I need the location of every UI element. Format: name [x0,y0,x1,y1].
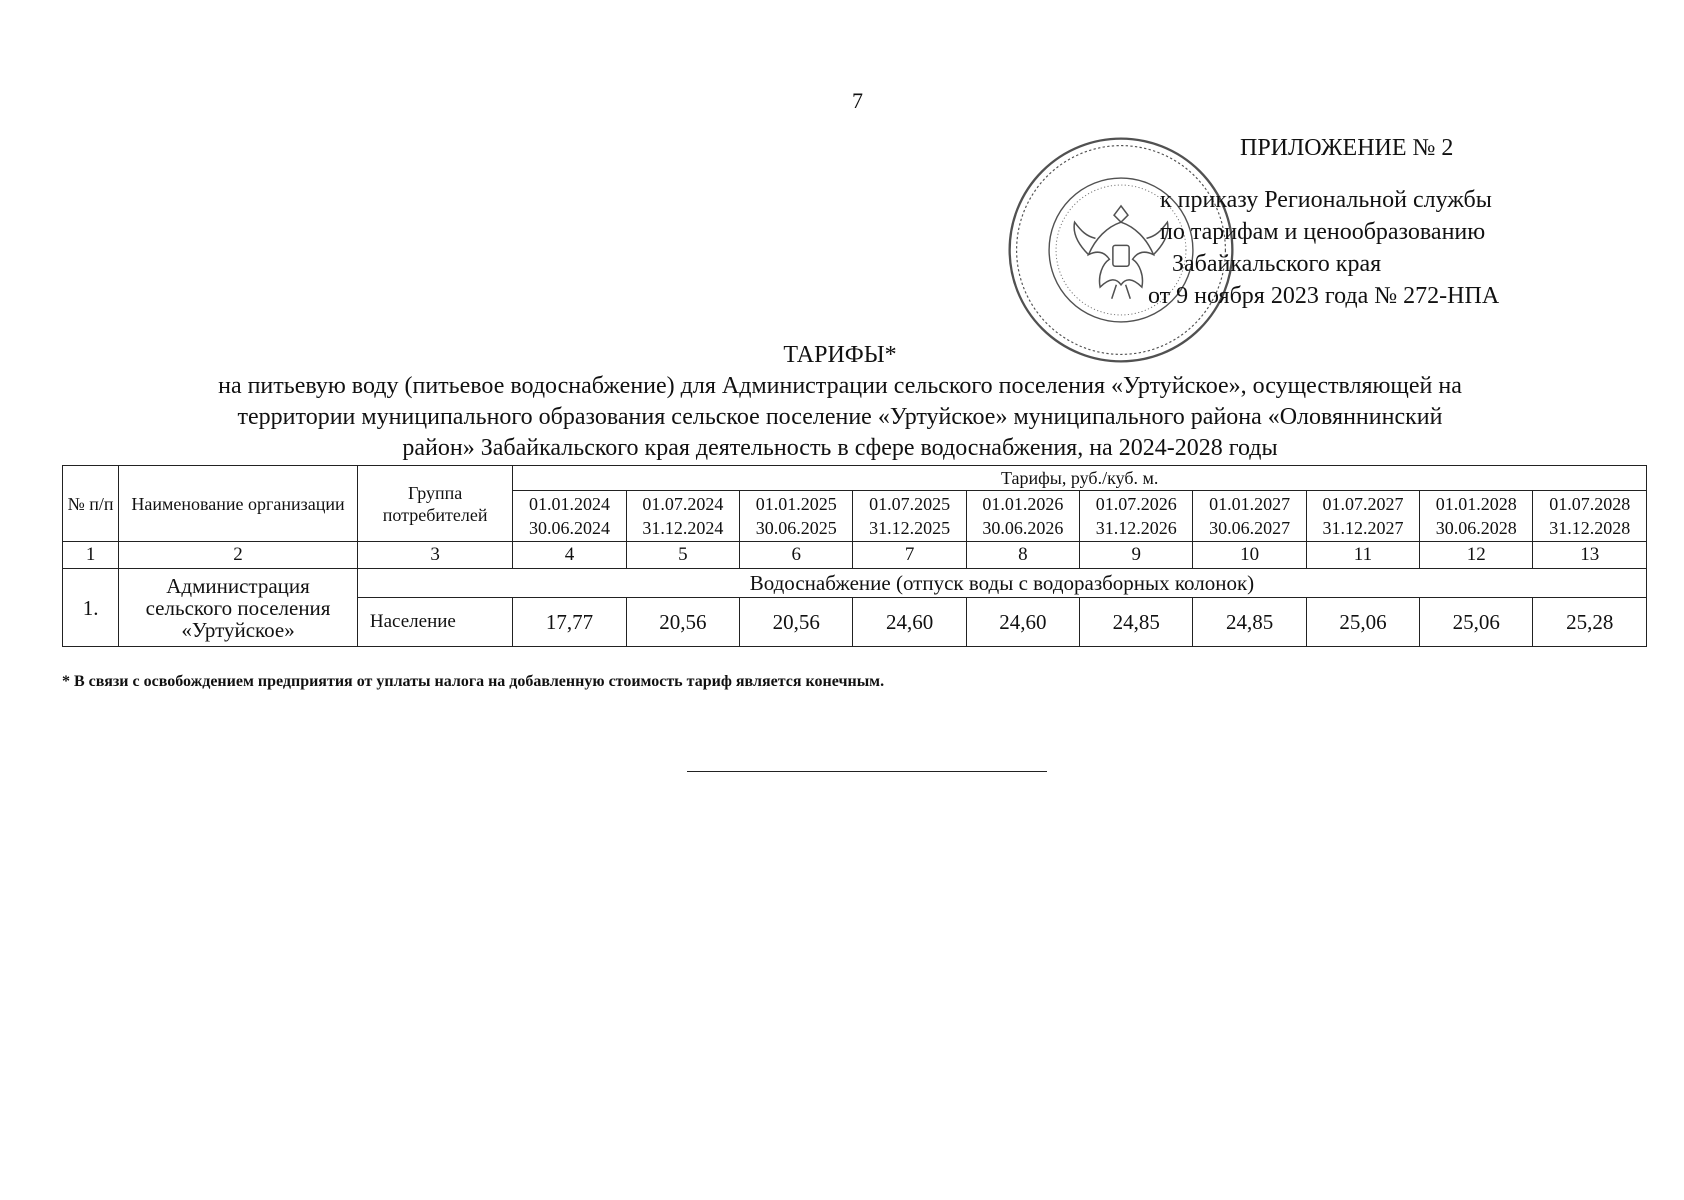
footnote: * В связи с освобождением предприятия от уплаты налога на добавленную стоимость тариф является конечным. [62,673,885,690]
column-number: 3 [357,542,512,569]
column-number: 6 [740,542,853,569]
period-to: 31.12.2027 [1322,518,1404,538]
page-number: 7 [852,88,863,113]
document-title-line: район» Забайкальского края деятельность в сфере водоснабжения, на 2024-2028 годы [402,435,1278,461]
period-to: 30.06.2026 [982,518,1064,538]
period-from: 01.01.2027 [1209,494,1291,514]
appendix-title: ПРИЛОЖЕНИЕ № 2 [1240,135,1454,161]
header-tariffs: Тарифы, руб./куб. м. [513,466,1647,491]
column-number: 5 [626,542,739,569]
document-title-line: территории муниципального образования сельское поселение «Уртуйское» муниципального района «Оловяннинский [237,404,1443,430]
header-group: Группа потребителей [357,466,512,542]
column-number: 11 [1306,542,1419,569]
column-number: 8 [966,542,1079,569]
appendix-block [1148,132,1620,312]
column-number: 7 [853,542,966,569]
tariff-value: 25,06 [1306,598,1419,647]
period-header [740,491,853,542]
period-to: 31.12.2026 [1095,518,1177,538]
period-header [853,491,966,542]
period-from: 01.01.2028 [1435,494,1517,514]
period-from: 01.07.2028 [1549,494,1631,514]
period-header [1193,491,1306,542]
period-from: 01.01.2026 [982,494,1064,514]
appendix-line: по тарифам и ценообразованию [1160,219,1486,245]
period-header [513,491,626,542]
tariff-value: 24,60 [853,598,966,647]
document-title-line: на питьевую воду (питьевое водоснабжение) для Администрации сельского поселения «Уртуйское», осуществляющей на [218,373,1462,399]
period-to: 30.06.2024 [529,518,611,538]
table-row [63,569,1647,598]
appendix-line: Забайкальского края [1172,251,1382,277]
column-number: 12 [1420,542,1533,569]
tariff-value: 17,77 [513,598,626,647]
period-from: 01.07.2025 [869,494,951,514]
tariff-value: 20,56 [626,598,739,647]
column-number: 2 [119,542,358,569]
column-number: 10 [1193,542,1306,569]
period-from: 01.01.2025 [755,494,837,514]
document-title-main: ТАРИФЫ* [783,342,897,368]
tariff-value: 24,85 [1193,598,1306,647]
header-org: Наименование организации [119,466,358,542]
period-to: 31.12.2024 [642,518,724,538]
column-number: 13 [1533,542,1647,569]
period-header [626,491,739,542]
tariffs-table [62,465,1647,647]
tariff-value: 25,28 [1533,598,1647,647]
tariff-value: 20,56 [740,598,853,647]
period-from: 01.07.2027 [1322,494,1404,514]
period-header [1533,491,1647,542]
column-number: 9 [1080,542,1193,569]
tariff-value: 24,60 [966,598,1079,647]
period-to: 31.12.2025 [869,518,951,538]
appendix-line: к приказу Региональной службы [1160,187,1492,213]
period-to: 30.06.2027 [1209,518,1291,538]
end-divider [687,771,1047,772]
column-number: 4 [513,542,626,569]
appendix-line: от 9 ноября 2023 года № 272-НПА [1148,283,1500,309]
column-number-row [63,542,1647,569]
period-to: 30.06.2025 [755,518,837,538]
header-num: № п/п [63,466,119,542]
period-header [1080,491,1193,542]
period-from: 01.01.2024 [529,494,611,514]
period-to: 31.12.2028 [1549,518,1631,538]
period-header [1420,491,1533,542]
tariff-value: 25,06 [1420,598,1533,647]
period-from: 01.07.2024 [642,494,724,514]
tariff-value: 24,85 [1080,598,1193,647]
period-header [966,491,1079,542]
row-section: Водоснабжение (отпуск воды с водоразборных колонок) [357,569,1646,598]
document-title [90,340,1590,464]
row-num: 1. [63,569,119,647]
table-header-row [63,466,1647,491]
column-number: 1 [63,542,119,569]
period-header [1306,491,1419,542]
row-org: Администрация сельского поселения «Уртуйское» [119,569,358,647]
period-from: 01.07.2026 [1095,494,1177,514]
row-group: Население [357,598,512,647]
period-to: 30.06.2028 [1435,518,1517,538]
